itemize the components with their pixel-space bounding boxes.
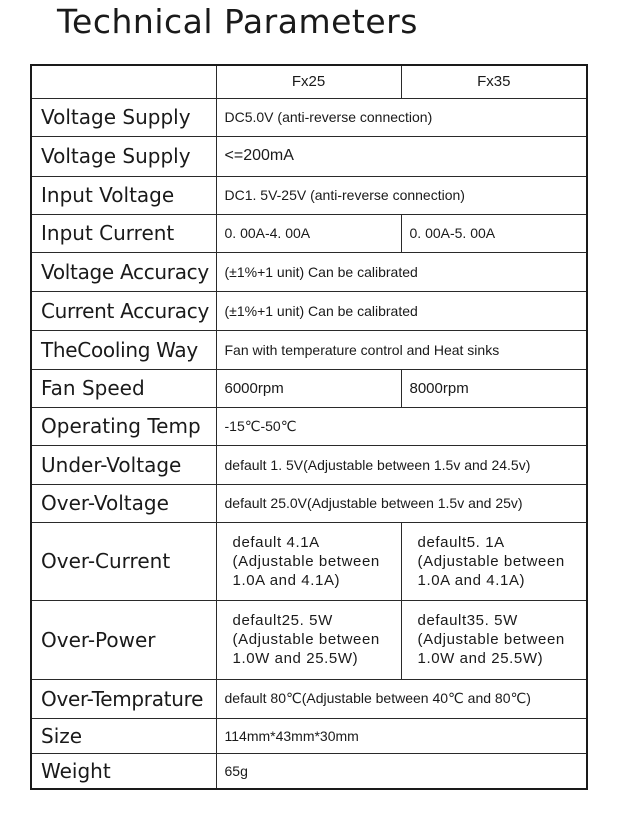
header-empty-cell	[31, 65, 216, 98]
row-label: Current Accuracy	[31, 291, 216, 330]
table-row	[31, 369, 587, 407]
row-label: Fan Speed	[31, 369, 216, 407]
table-row	[31, 445, 587, 484]
row-label: Voltage Accuracy	[31, 252, 216, 291]
row-label: Over-Temprature	[31, 679, 216, 718]
row-label: Input Voltage	[31, 176, 216, 214]
table-row	[31, 522, 587, 600]
row-value: 65g	[216, 753, 587, 789]
table-header-row	[31, 65, 587, 98]
row-label: Over-Voltage	[31, 484, 216, 522]
row-value: default 25.0V(Adjustable between 1.5v and 25v)	[216, 484, 587, 522]
row-value: DC1. 5V-25V (anti-reverse connection)	[216, 176, 587, 214]
table-row	[31, 600, 587, 679]
row-value: default 1. 5V(Adjustable between 1.5v and 24.5v)	[216, 445, 587, 484]
table-row	[31, 484, 587, 522]
row-label: Over-Power	[31, 600, 216, 679]
table-row	[31, 176, 587, 214]
table-row	[31, 330, 587, 369]
table-row	[31, 291, 587, 330]
table-row	[31, 407, 587, 445]
header-fx25: Fx25	[216, 65, 401, 98]
row-value-fx35: 8000rpm	[401, 369, 587, 407]
row-value: DC5.0V (anti-reverse connection)	[216, 98, 587, 136]
table-row	[31, 753, 587, 789]
row-value: (±1%+1 unit) Can be calibrated	[216, 252, 587, 291]
row-value-fx25: 6000rpm	[216, 369, 401, 407]
table-row	[31, 214, 587, 252]
page-title: Technical Parameters	[57, 2, 418, 41]
row-value: Fan with temperature control and Heat sinks	[216, 330, 587, 369]
table-row	[31, 136, 587, 176]
row-label: Under-Voltage	[31, 445, 216, 484]
table-row	[31, 98, 587, 136]
table-row	[31, 679, 587, 718]
row-value: <=200mA	[216, 136, 587, 176]
table-row	[31, 718, 587, 753]
row-value: -15℃-50℃	[216, 407, 587, 445]
row-value-fx35: default5. 1A (Adjustable between 1.0A and 4.1A)	[401, 522, 587, 600]
row-value: default 80℃(Adjustable between 40℃ and 80℃)	[216, 679, 587, 718]
row-label: Size	[31, 718, 216, 753]
header-fx35: Fx35	[401, 65, 587, 98]
row-label: Operating Temp	[31, 407, 216, 445]
table-row	[31, 252, 587, 291]
row-label: Voltage Supply	[31, 98, 216, 136]
row-value-fx25: default25. 5W (Adjustable between 1.0W and 25.5W)	[216, 600, 401, 679]
row-value: (±1%+1 unit) Can be calibrated	[216, 291, 587, 330]
row-value: 114mm*43mm*30mm	[216, 718, 587, 753]
row-value-fx35: default35. 5W (Adjustable between 1.0W and 25.5W)	[401, 600, 587, 679]
row-label: TheCooling Way	[31, 330, 216, 369]
row-label: Input Current	[31, 214, 216, 252]
row-value-fx35: 0. 00A-5. 00A	[401, 214, 587, 252]
spec-table	[30, 64, 588, 790]
row-label: Voltage Supply	[31, 136, 216, 176]
row-value-fx25: default 4.1A (Adjustable between 1.0A and 4.1A)	[216, 522, 401, 600]
row-label: Over-Current	[31, 522, 216, 600]
row-value-fx25: 0. 00A-4. 00A	[216, 214, 401, 252]
row-label: Weight	[31, 753, 216, 789]
